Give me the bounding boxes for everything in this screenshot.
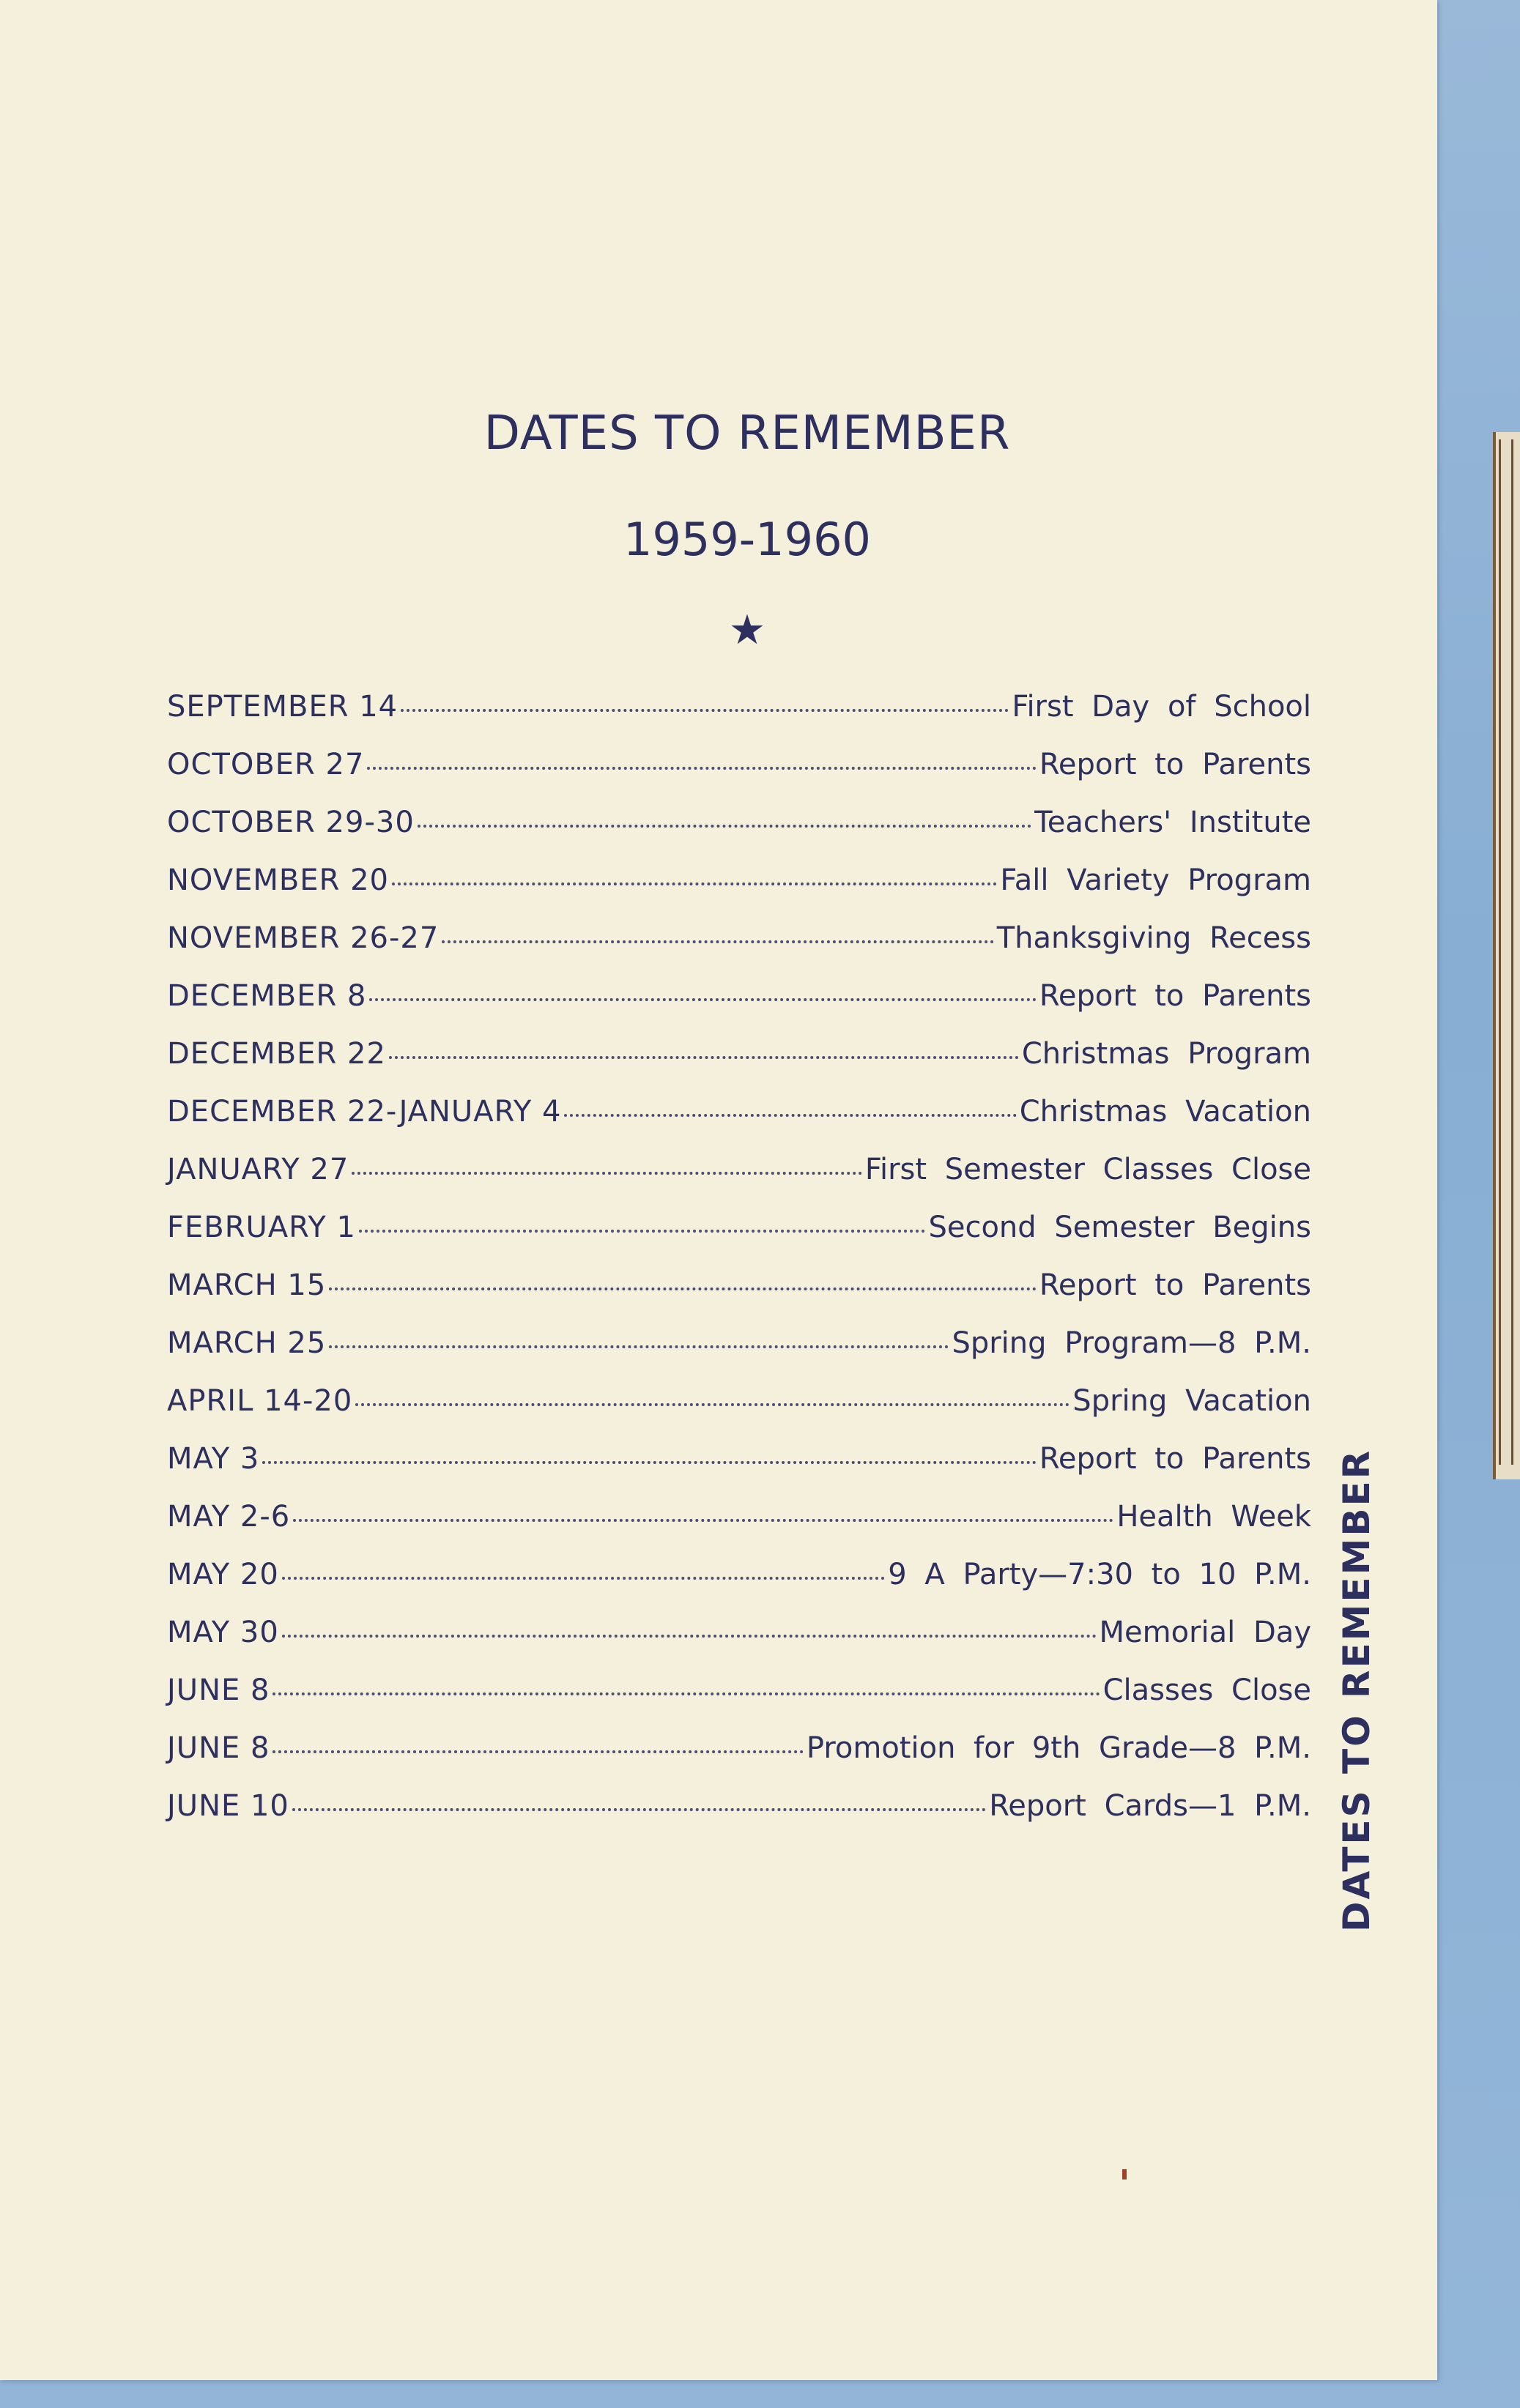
dot-leader: [352, 1172, 862, 1175]
list-item: [167, 1326, 1311, 1384]
list-item: [167, 748, 1311, 806]
entry-date: DECEMBER 22-JANUARY 4: [167, 1095, 562, 1129]
list-item: [167, 921, 1311, 979]
dot-leader: [329, 1345, 949, 1348]
entry-date: MAY 3: [167, 1442, 260, 1476]
dot-leader: [442, 940, 993, 943]
entry-date: FEBRUARY 1: [167, 1211, 356, 1244]
entry-event: Christmas Program: [1021, 1037, 1311, 1071]
entry-date: DECEMBER 22: [167, 1037, 386, 1071]
entry-date: MAY 2-6: [167, 1500, 291, 1534]
list-item: [167, 1268, 1311, 1326]
entry-date: NOVEMBER 20: [167, 863, 389, 897]
dot-leader: [401, 709, 1009, 712]
entry-event: Health Week: [1116, 1500, 1311, 1534]
entry-date: JANUARY 27: [167, 1153, 349, 1186]
list-item: [167, 806, 1311, 863]
entry-event: Spring Program—8 P.M.: [952, 1326, 1311, 1360]
entry-date: OCTOBER 27: [167, 748, 365, 781]
entry-date: OCTOBER 29-30: [167, 806, 415, 839]
dot-leader: [369, 998, 1036, 1001]
side-tab-label: DATES TO REMEMBER: [1335, 1448, 1378, 1932]
dot-leader: [293, 1519, 1113, 1522]
list-item: [167, 1153, 1311, 1211]
entry-date: MARCH 25: [167, 1326, 327, 1360]
entry-event: First Day of School: [1012, 690, 1311, 724]
list-item: [167, 1037, 1311, 1095]
entry-event: Report to Parents: [1039, 1442, 1311, 1476]
entry-event: Report to Parents: [1039, 979, 1311, 1013]
dates-list: [167, 690, 1311, 1847]
entry-event: Promotion for 9th Grade—8 P.M.: [806, 1731, 1311, 1765]
entry-event: Memorial Day: [1099, 1616, 1311, 1649]
dot-leader: [262, 1461, 1037, 1464]
list-item: [167, 1731, 1311, 1789]
tab-edge-rule: [1499, 439, 1513, 1465]
list-item: [167, 1384, 1311, 1442]
entry-event: Christmas Vacation: [1019, 1095, 1311, 1129]
entry-event: 9 A Party—7:30 to 10 P.M.: [888, 1558, 1311, 1591]
page-title: DATES TO REMEMBER: [483, 406, 1011, 461]
dot-leader: [273, 1750, 803, 1753]
dot-leader: [282, 1577, 885, 1580]
entry-event: Teachers' Institute: [1034, 806, 1311, 839]
dot-leader: [564, 1114, 1016, 1117]
list-item: [167, 1673, 1311, 1731]
list-item: [167, 1211, 1311, 1268]
list-item: [167, 1500, 1311, 1558]
list-item: [167, 690, 1311, 748]
dot-leader: [282, 1635, 1097, 1638]
dot-leader: [273, 1692, 1100, 1695]
entry-event: Classes Close: [1102, 1673, 1311, 1707]
paper-speck: [1122, 2169, 1127, 2180]
entry-date: MAY 30: [167, 1616, 279, 1649]
dot-leader: [355, 1403, 1069, 1406]
entry-date: MARCH 15: [167, 1268, 327, 1302]
binder-tab-edge: [1493, 432, 1520, 1479]
dot-leader: [389, 1056, 1019, 1059]
school-year: 1959-1960: [623, 513, 871, 566]
dot-leader: [292, 1808, 986, 1811]
list-item: [167, 863, 1311, 921]
list-item: [167, 1558, 1311, 1616]
dot-leader: [329, 1287, 1037, 1290]
entry-event: Second Semester Begins: [928, 1211, 1311, 1244]
entry-date: JUNE 8: [167, 1731, 270, 1765]
list-item: [167, 979, 1311, 1037]
entry-event: Spring Vacation: [1072, 1384, 1311, 1418]
dot-leader: [392, 882, 997, 885]
list-item: [167, 1789, 1311, 1847]
entry-date: DECEMBER 8: [167, 979, 367, 1013]
entry-event: Report Cards—1 P.M.: [989, 1789, 1311, 1823]
entry-date: NOVEMBER 26-27: [167, 921, 440, 955]
entry-date: JUNE 8: [167, 1673, 270, 1707]
entry-date: JUNE 10: [167, 1789, 289, 1823]
dot-leader: [359, 1230, 925, 1233]
entry-event: Report to Parents: [1039, 748, 1311, 781]
entry-date: MAY 20: [167, 1558, 279, 1591]
entry-date: APRIL 14-20: [167, 1384, 353, 1418]
star-icon: ★: [728, 606, 766, 654]
entry-event: Fall Variety Program: [1000, 863, 1311, 897]
list-item: [167, 1095, 1311, 1153]
entry-event: First Semester Classes Close: [864, 1153, 1311, 1186]
list-item: [167, 1442, 1311, 1500]
entry-event: Thanksgiving Recess: [996, 921, 1311, 955]
entry-date: SEPTEMBER 14: [167, 690, 398, 724]
entry-event: Report to Parents: [1039, 1268, 1311, 1302]
dot-leader: [418, 825, 1031, 828]
list-item: [167, 1616, 1311, 1673]
dot-leader: [367, 767, 1036, 770]
